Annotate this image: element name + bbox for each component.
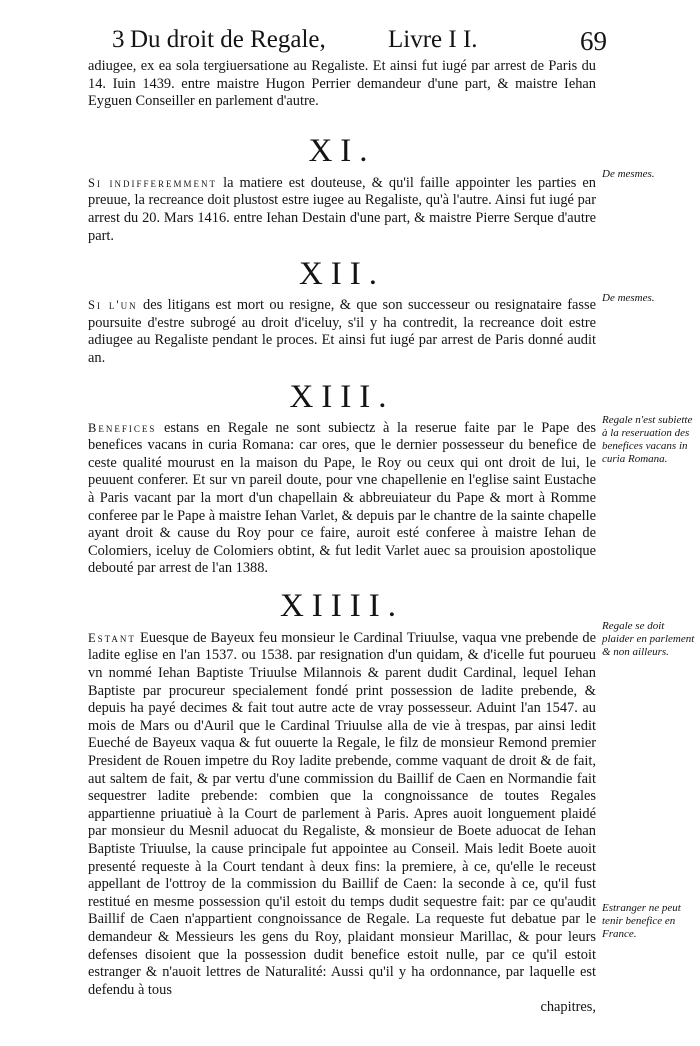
paragraph [88,420,596,578]
book-label: Livre I I. [388,26,478,53]
section-heading: XI. [308,132,376,169]
paragraph [88,297,596,367]
paragraph-text: la matiere est douteuse, & qu'il faille appointer les parties en preuue, la recreance doit plustost estre iugee au Regaliste, qu'à l'autre. Ainsi fut iugé par arrest du 20. Mars 1416. entre Iehan Destain d'une part, & maistre Pierre Serque d'autre part. [88,174,596,244]
running-title: Du droit de Regale, [130,26,326,53]
margin-note: Regale se doit plaider en parlement & non ailleurs. [602,620,695,658]
page-number: 69 [580,26,607,56]
paragraph [88,175,596,245]
paragraph [88,630,596,999]
paragraph-lead: Estant [88,630,136,645]
paragraph: adiugee, ex ea sola tergiuersatione au Regaliste. Et ainsi fut iugé par arrest de Paris du 14. Iuin 1439. entre maistre Hugon Perrier demandeur d'une part, & maistre Iehan Eyguen Conseiller en parlement d'autre. [88,58,596,110]
paragraph-text: Euesque de Bayeux feu monsieur le Cardinal Triuulse, vaqua vne prebende de ladite eglise en l'an 1537. ou 1538. par resignation d'un quidam, & d'icelle fut pourueu vn nommé Iehan Baptiste Triuulse Milannois & parent dudit Cardinal, lequel Iehan Baptiste par procureur specialement fondé print possession de ladite prebende, & depuis ha payé decimes & fait tout autre acte de vray possesseur. Aduint l'an 1547. au mois de Mars ou d'Auril que le Cardinal Triuulse alla de vie à trespas, par ainsi ledit Eueché de Bayeux vaqua & fut ouuerte la Regale, le filz de monsieur Remond premier President de Rouen impetre du Roy ladite prebende, comme vaquant de droit & de fait, aut saltem de fait, & par vertu d'une commission du Baillif de Caen en Normandie fait sequestrer ladite prebende: combien que la congnoissance de toutes Regales appartienne priuatiuè à la Court de parlement à Paris. Apres auoit longuement plaidé par monsieur du Mesnil aduocat du Regaliste, & monsieur de Boete aduocat de Iehan Baptiste Triuulse, la cause principale fut appointee au Conseil. Mais ledit Boete auoit presenté requeste à la Court tendant à deux fins: la premiere, à ce, qu'elle le receust appellant de l'ottroy de la commission du Baillif de Caen: la seconde à ce, qu'il fust restitué en mesme possession qu'il estoit du temps dudit sequestre fait: par ce qu'audit Baillif de Caen n'appartient congnoissance de Regale. La requeste fut debatue par le demandeur & Messieurs les gens du Roy, plaidant monsieur Marillac, & pour leurs defenses disoient que la possession dudit benefice estoit nulle, par ce qu'il estoit estranger & n'auoit lettres de Naturalité: Aussi qu'il y ha ordonnance, par laquelle est defendu à tous [88,629,596,998]
paragraph-text: estans en Regale ne sont subiectz à la reserue faite par le Pape des benefices vacans in curia Romana: car ores, que le dernier possesseur du benefice de ceste qualité mourust en la maison du Pape, le Roy ou ceux qui ont droit de lui, le peuuent conferer. Et sur vn pareil doute, pour vne chapellenie en l'eglise saint Eustache à Paris vacant par la mort d'un chapellain & abbreuiateur du Pape & mort à Romme conferee par le Pape à maistre Iehan Varlet, & depuis par le chantre de la sainte chapelle ayant droit & cause du Roy pour ce faire, auroit esté conferee à maistre Iehan de Colomiers, iceluy de Colomiers obtint, & fut ledit Varlet auec sa prouision apostolique debouté par arrest de l'an 1388. [88,419,596,577]
paragraph-lead: Si indifferemment [88,175,218,190]
main-text [88,58,596,1017]
paragraph-text: des litigans est mort ou resigne, & que son successeur ou resignataire fasse poursuite d'estre subrogé au droit d'iceluy, s'il y ha contredit, la recreance doit estre adiugee au Regaliste pendant le proces. Et ainsi fut iugé par arrest de Paris donné audit an. [88,297,596,366]
section-heading: XII. [298,256,386,293]
paragraph-lead: Si l'un [88,298,138,313]
margin-note: Regale n'est subiette à la reseruation des benefices vacans in curia Romana. [602,414,693,465]
margin-note: Estranger ne peut tenir benefice en France. [602,902,681,940]
paragraph-lead: Benefices [88,420,157,435]
catchword: chapitres, [540,999,596,1016]
margin-note: De mesmes. [602,168,655,180]
section-heading: XIIII. [279,587,405,624]
running-header [112,26,620,56]
margin-note: De mesmes. [602,292,655,304]
signature-mark: 3 [112,26,125,53]
section-heading: XIII. [289,378,395,415]
